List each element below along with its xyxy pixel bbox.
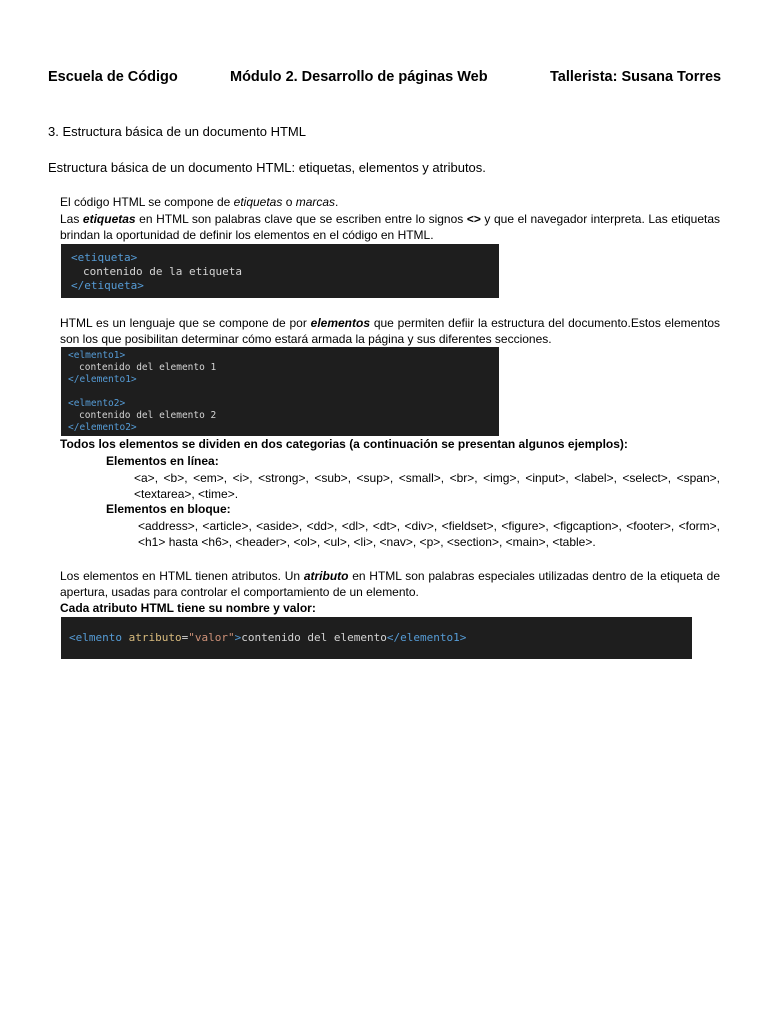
header-teacher: Tallerista: Susana Torres	[550, 69, 722, 85]
attributes-paragraph: Los elementos en HTML tienen atributos. Un atributo en HTML son palabras especiales utilizadas dentro de la etiqueta de apertura, usadas para controlar el comportamiento de un elemento.	[60, 569, 720, 599]
header-module: Módulo 2. Desarrollo de páginas Web	[230, 69, 488, 85]
code-open-element2: <elmento2>	[68, 398, 126, 409]
code-close-element1: </elemento1>	[68, 374, 137, 385]
code-open-tag: <etiqueta>	[71, 251, 138, 264]
code-open-element1: <elmento1>	[68, 350, 126, 361]
attributes-note: Cada atributo HTML tiene su nombre y valor:	[60, 601, 316, 615]
code-block-elements	[61, 347, 499, 436]
categories-intro: Todos los elementos se dividen en dos categorias (a continuación se presentan algunos ejemplos):	[60, 437, 628, 451]
block-list: <address>, <article>, <aside>, <dd>, <dl>, <dt>, <div>, <fieldset>, <figure>, <figcaption>, <footer>, <form>, <h1> hasta <h6>, <header>, <ol>, <ul>, <li>, <nav>, <p>, <section>, <main>, <table>.	[138, 519, 720, 549]
header-school: Escuela de Código	[48, 69, 178, 85]
code-block-attribute	[61, 617, 692, 659]
block-label: Elementos en bloque:	[106, 502, 231, 516]
section-subtitle: Estructura básica de un documento HTML: etiquetas, elementos y atributos.	[48, 160, 486, 175]
elements-paragraph: HTML es un lenguaje que se compone de por elementos que permiten defiir la estructura del documento.Estos elementos son los que posibilitan determinar cómo estará armada la página y sus diferentes secciones.	[60, 316, 721, 346]
inline-label: Elementos en línea:	[106, 454, 219, 468]
inline-list: <a>, <b>, <em>, <i>, <strong>, <sub>, <sup>, <small>, <br>, <img>, <input>, <label>, <select>, <span>, <textarea>, <time>.	[134, 471, 720, 501]
code-close-element2: </elemento2>	[68, 422, 137, 433]
tags-paragraph: Las etiquetas en HTML son palabras clave que se escriben entre lo signos <> y que el navegador interpreta. Las etiquetas brindan la oportunidad de definir los elementos en el código en HTML.	[60, 212, 720, 242]
tags-intro-line: El código HTML se compone de etiquetas o marcas.	[60, 195, 339, 209]
code-content: contenido de la etiqueta	[83, 265, 242, 278]
code-attribute-line: <elmento atributo="valor">contenido del elemento</elemento1>	[69, 631, 467, 644]
code-content-element2: contenido del elemento 2	[79, 410, 217, 421]
code-content-element1: contenido del elemento 1	[79, 362, 217, 373]
code-block-tags	[61, 244, 499, 298]
section-title: 3. Estructura básica de un documento HTML	[48, 124, 306, 139]
code-close-tag: </etiqueta>	[71, 279, 144, 292]
